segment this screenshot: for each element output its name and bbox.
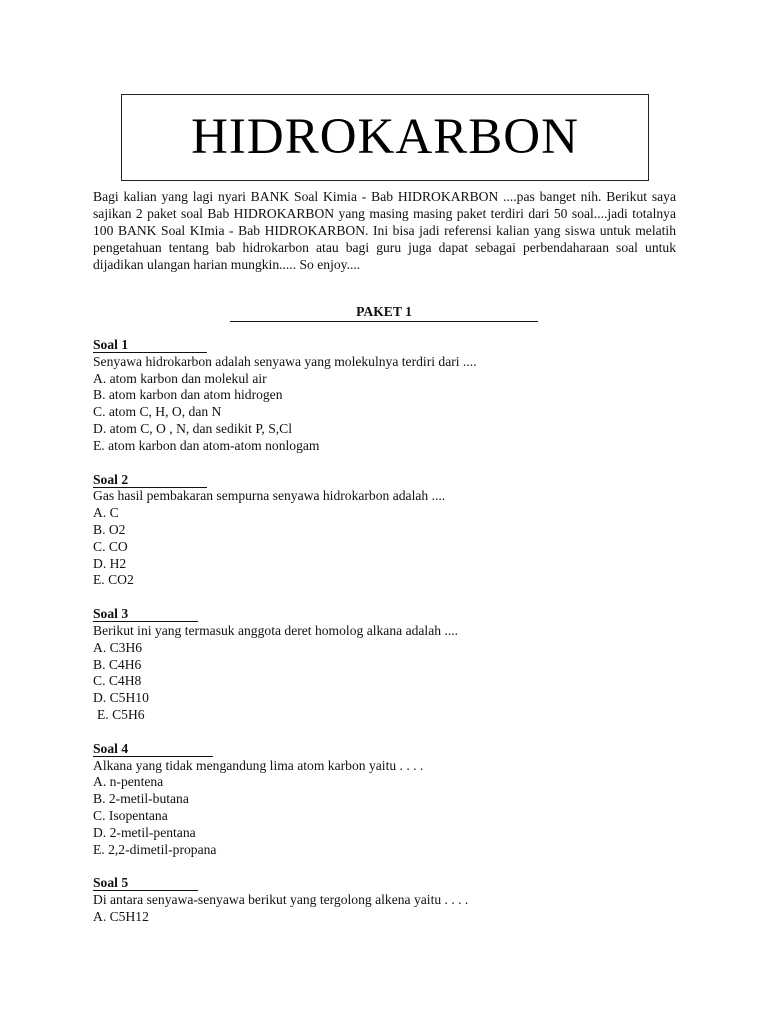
answer-option: C. atom C, H, O, dan N xyxy=(93,404,222,420)
question-label: Soal 1 xyxy=(93,337,207,353)
answer-option: E. CO2 xyxy=(93,572,134,588)
answer-option: B. C4H6 xyxy=(93,656,142,672)
answer-option: E. 2,2-dimetil-propana xyxy=(93,841,217,857)
intro-paragraph: Bagi kalian yang lagi nyari BANK Soal Kimia - Bab HIDROKARBON ....pas banget nih. Berikut saya sajikan 2 paket soal Bab HIDROKARBON yang masing masing paket terdiri dari 50 soal....jadi totalnya 100 BANK Soal KImia - Bab HIDROKARBON. Ini bisa jadi referensi kalian yang siswa untuk melatih pengetahuan tentang bab hidrokarbon atau bagi guru juga dapat sebagai perbendaharaan soal untuk dijadikan ulangan harian mungkin..... So enjoy.... xyxy=(93,189,676,272)
answer-option: B. atom karbon dan atom hidrogen xyxy=(93,387,283,403)
answer-option: D. 2-metil-pentana xyxy=(93,824,196,840)
answer-option: B. O2 xyxy=(93,521,126,537)
question-block xyxy=(93,741,693,859)
question-label: Soal 5 xyxy=(93,875,198,891)
answer-option: C. Isopentana xyxy=(93,807,168,823)
paket-heading: PAKET 1 xyxy=(230,303,538,322)
question-block xyxy=(93,337,693,455)
answer-option: D. C5H10 xyxy=(93,690,149,706)
question-text: Senyawa hidrokarbon adalah senyawa yang molekulnya terdiri dari .... xyxy=(93,353,477,369)
question-label: Soal 4 xyxy=(93,741,213,757)
answer-option: B. 2-metil-butana xyxy=(93,791,189,807)
question-text: Di antara senyawa-senyawa berikut yang tergolong alkena yaitu . . . . xyxy=(93,892,469,908)
answer-option: C. C4H8 xyxy=(93,673,142,689)
answer-option: C. CO xyxy=(93,538,128,554)
answer-option: A. C3H6 xyxy=(93,639,143,655)
answer-option: E. C5H6 xyxy=(97,706,145,722)
answer-option: A. C xyxy=(93,505,119,521)
question-list xyxy=(93,337,693,943)
question-text: Berikut ini yang termasuk anggota deret homolog alkana adalah .... xyxy=(93,622,459,638)
question-block xyxy=(93,875,693,925)
question-block xyxy=(93,472,693,590)
question-text: Gas hasil pembakaran sempurna senyawa hidrokarbon adalah .... xyxy=(93,488,446,504)
answer-option: A. atom karbon dan molekul air xyxy=(93,370,267,386)
answer-option: A. C5H12 xyxy=(93,908,149,924)
answer-option: A. n-pentena xyxy=(93,774,164,790)
question-label: Soal 2 xyxy=(93,472,207,488)
answer-option: E. atom karbon dan atom-atom nonlogam xyxy=(93,437,320,453)
question-label: Soal 3 xyxy=(93,606,198,622)
page-title: HIDROKARBON xyxy=(191,109,579,165)
question-text: Alkana yang tidak mengandung lima atom karbon yaitu . . . . xyxy=(93,757,424,773)
answer-option: D. atom C, O , N, dan sedikit P, S,Cl xyxy=(93,420,293,436)
answer-option: D. H2 xyxy=(93,555,127,571)
title-box xyxy=(121,94,649,181)
question-block xyxy=(93,606,693,724)
